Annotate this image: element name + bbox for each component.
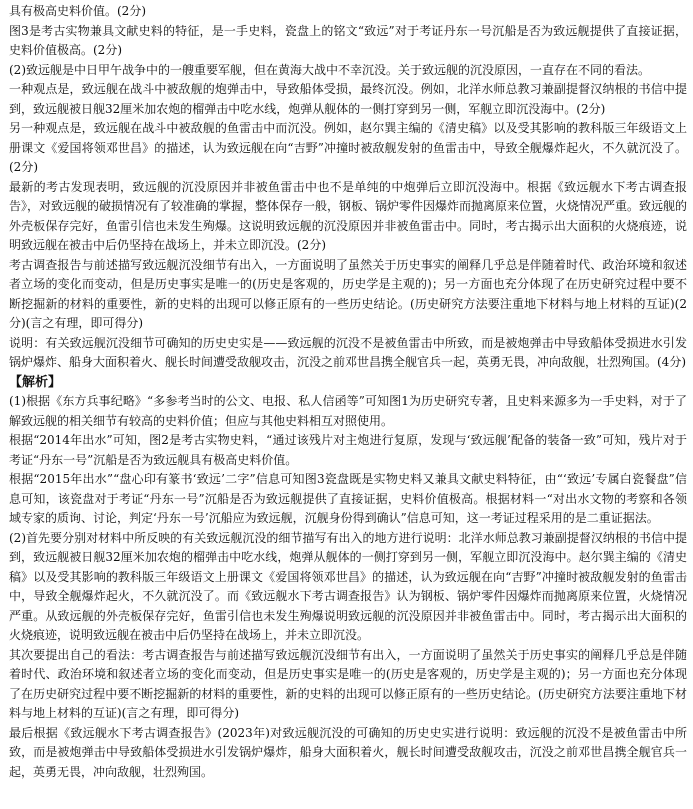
- analysis-paragraph: 其次要提出自己的看法：考古调查报告与前述描写致远舰沉没细节有出入，一方面说明了虽然关于历史事实的阐释几乎总是伴随着时代、政治环境和叙述者立场的变化而变动，但是历史事实是唯一的(历史是客观的，历史学是主观的)；另一方面也充分体现了在历史研究过程中要不断挖掘新的材料的重要性，新的史料的出现可以修正原有的一些历史结论。(历史研究方法要注重地下材料与地上材料的互证)(言之有理，即可得分): [9, 647, 687, 720]
- answer-paragraph: 最新的考古发现表明，致远舰的沉没原因并非被鱼雷击中也不是单纯的中炮弹后立即沉没海中。根据《致远舰水下考古调查报告》，对致远舰的破损情况有了较准确的掌握，整体保存一般，钢板、锅炉零件因爆炸而抛离原来位置，火烧情况严重。致远舰的外壳板保存完好，鱼雷引信也未发生殉爆。这说明致远舰的沉没原因并非被鱼雷击中。同时，考古揭示出大面积的火烧痕迹，说明致远舰在被击中后仍坚持在战场上，并未立即沉没。(2分): [9, 179, 688, 252]
- answer-paragraph: (2)致远舰是中日甲午战争中的一艘重要军舰，但在黄海大战中不幸沉没。关于致远舰的沉没原因，一直存在不同的看法。: [9, 62, 651, 77]
- answer-paragraph: 具有极高史料价值。(2分): [9, 4, 146, 18]
- analysis-paragraph: (2)首先要分别对材料中所反映的有关致远舰沉没的细节描写有出入的地方进行说明：北洋水师总教习兼副提督汉纳根的书信中提到，致远舰被日舰32厘米加农炮的榴弹击中吃水线，炮弹从舰体的一侧打穿到另一侧，军舰立即沉没海中。赵尔巽主编的《清史稿》以及受其影响的教科版三年级语文上册课文《爱国将领邓世昌》的描述，认为致远舰在向“吉野”冲撞时被敌舰发射的鱼雷击中，导致全舰爆炸起火，不久就沉没了。而《致远舰水下考古调查报告》认为钢板、锅炉零件因爆炸而抛离原来位置，火烧情况严重。从致远舰的外壳板保存完好，鱼雷引信也未发生殉爆说明致远舰的沉没原因并非被鱼雷击中。同时，考古揭示出大面积的火烧痕迹，说明致远舰在被击中后仍坚持在战场上，并未立即沉没。: [9, 530, 687, 642]
- answer-document: [9, 2, 687, 782]
- answer-paragraph: 一种观点是，致远舰在战斗中被敌舰的炮弹击中，导致船体受损，最终沉没。例如，北洋水师总教习兼副提督汉纳根的书信中提到，致远舰被日舰32厘米加农炮的榴弹击中吃水线，炮弹从舰体的一侧打穿到另一侧，军舰立即沉没海中。(2分): [9, 82, 687, 116]
- answer-paragraph: 图3是考古实物兼具文献史料的特征，是一手史料，瓷盘上的铭文“致远”对于考证丹东一号沉船是否为致远舰提供了直接证据，史料价值极高。(2分): [9, 23, 687, 57]
- analysis-paragraph: 最后根据《致远舰水下考古调查报告》(2023年)对致远舰沉没的可确知的历史史实进行说明：致远舰的沉没不是被鱼雷击中所致，而是被炮弹击中导致船体受损进水引发锅炉爆炸，船身大面积着火，舰长时间遭受敌舰攻击，沉没之前邓世昌携全舰官兵一起，英勇无畏，冲向敌舰，壮烈殉国。: [9, 725, 687, 779]
- analysis-heading: 【解析】: [9, 374, 62, 390]
- answer-paragraph: 考古调查报告与前述描写致远舰沉没细节有出入，一方面说明了虽然关于历史事实的阐释几乎总是伴随着时代、政治环境和叙述者立场的变化而变动，但是历史事实是唯一的(历史是客观的，历史学是主观的)；另一方面也充分体现了在历史研究过程中要不断挖掘新的材料的重要性，新的史料的出现可以修正原有的一些历史结论。(历史研究方法要注重地下材料与地上材料的互证)(2分)(言之有理，即可得分): [9, 257, 687, 330]
- answer-paragraph: 说明：有关致远舰沉没细节可确知的历史史实是——致远舰的沉没不是被鱼雷击中所致，而是被炮弹击中导致船体受损进水引发锅炉爆炸、船身大面积着火、舰长时间遭受敌舰攻击，沉没之前邓世昌携全舰官兵一起，英勇无畏，冲向敌舰，壮烈殉国。(4分): [9, 335, 687, 369]
- answer-paragraph: 另一种观点是，致远舰在战斗中被敌舰的鱼雷击中而沉没。例如，赵尔巽主编的《清史稿》以及受其影响的教科版三年级语文上册课文《爱国将领邓世昌》的描述，认为致远舰在向“吉野”冲撞时被敌舰发射的鱼雷击中，导致全舰爆炸起火，不久就沉没了。(2分): [9, 121, 687, 174]
- analysis-paragraph: 根据“2014年出水”可知，图2是考古实物史料，“通过该残片对主炮进行复原，发现与‘致远舰’配备的装备一致”可知，残片对于考证“丹东一号”沉船是否为致远舰具有极高史料价值。: [9, 433, 687, 467]
- analysis-paragraph: 根据“2015年出水”“盘心印有篆书‘致远’二字”信息可知图3瓷盘既是实物史料又兼具文献史料特征，由“‘致远’专属白瓷餐盘”信息可知，该瓷盘对于考证“丹东一号”沉船是否为致远舰提供了直接证据，史料价值极高。根据材料一“对出水文物的考察和各领域专家的质询、讨论，判定‘丹东一号’沉船应为致远舰，沉舰身份得到确认”信息可知，这一考证过程采用的是二重证据法。: [9, 472, 687, 525]
- analysis-paragraph: (1)根据《东方兵事纪略》“多参考当时的公文、电报、私人信函等”可知图1为历史研究专著，且史料来源多为一手史料，对于了解致远舰的相关细节有较高的史料价值；但应与其他史料相互对照使用。: [9, 394, 687, 428]
